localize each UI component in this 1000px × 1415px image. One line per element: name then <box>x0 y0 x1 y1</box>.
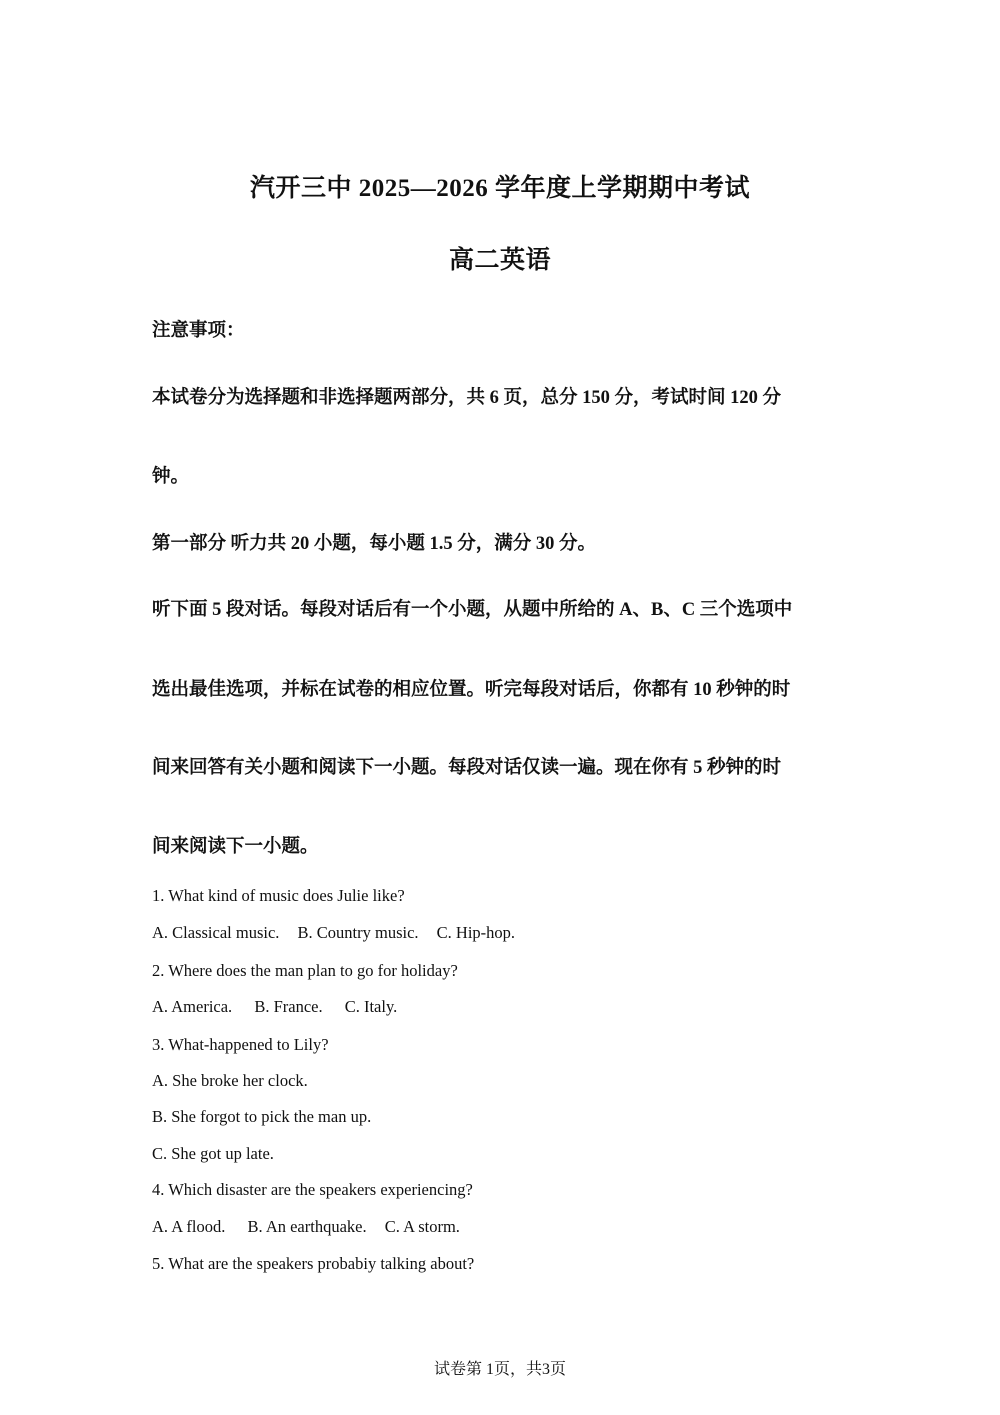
option-c: C. She got up late. <box>152 1144 274 1163</box>
question-stem: 2. Where does the man plan to go for holiday? <box>152 961 458 980</box>
question-stem: 3. What-happened to Lily? <box>152 1035 329 1054</box>
option-a: A. A flood. <box>152 1217 226 1236</box>
part1-instruction-line: 听下面 5 段对话。每段对话后有一个小题，从题中所给的 A、B、C 三个选项中 <box>152 600 793 620</box>
question-options <box>152 1217 862 1237</box>
part1-instruction-line: 选出最佳选项，并标在试卷的相应位置。听完每段对话后，你都有 10 秒钟的时 <box>152 680 791 700</box>
option-c: C. Italy. <box>344 997 398 1016</box>
option-b: B. She forgot to pick the man up. <box>152 1107 372 1126</box>
notice-line-2: 钟。 <box>152 467 190 487</box>
notice-line-1: 本试卷分为选择题和非选择题两部分，共 6 页，总分 150 分，考试时间 120 分 <box>152 388 782 408</box>
subject-title: 高二英语 <box>448 247 551 274</box>
question-options <box>152 923 862 943</box>
question-options <box>152 997 862 1017</box>
question-stem: 4. Which disaster are the speakers experiencing? <box>152 1180 473 1199</box>
option-c: C. Hip-hop. <box>436 923 516 942</box>
option-a: A. Classical music. <box>152 923 280 942</box>
exam-title: 汽开三中 2025—2026 学年度上学期期中考试 <box>249 175 750 202</box>
option-b: B. France. <box>254 997 323 1016</box>
option-c: C. A storm. <box>384 1217 460 1236</box>
question-stem: 1. What kind of music does Julie like? <box>152 886 405 905</box>
notice-heading: 注意事项： <box>152 321 245 341</box>
option-b: B. Country music. <box>297 923 419 942</box>
part1-title: 第一部分 听力共 20 小题，每小题 1.5 分，满分 30 分。 <box>152 534 597 554</box>
part1-instruction-line: 间来回答有关小题和阅读下一小题。每段对话仅读一遍。现在你有 5 秒钟的时 <box>152 758 782 778</box>
page-footer: 试卷第 1页，共3页 <box>433 1361 566 1378</box>
option-a: A. America. <box>152 997 233 1016</box>
option-b: B. An earthquake. <box>247 1217 367 1236</box>
part1-instruction-line: 间来阅读下一小题。 <box>152 837 319 857</box>
option-a: A. She broke her clock. <box>152 1071 308 1090</box>
question-stem: 5. What are the speakers probabiy talking about? <box>152 1254 475 1273</box>
